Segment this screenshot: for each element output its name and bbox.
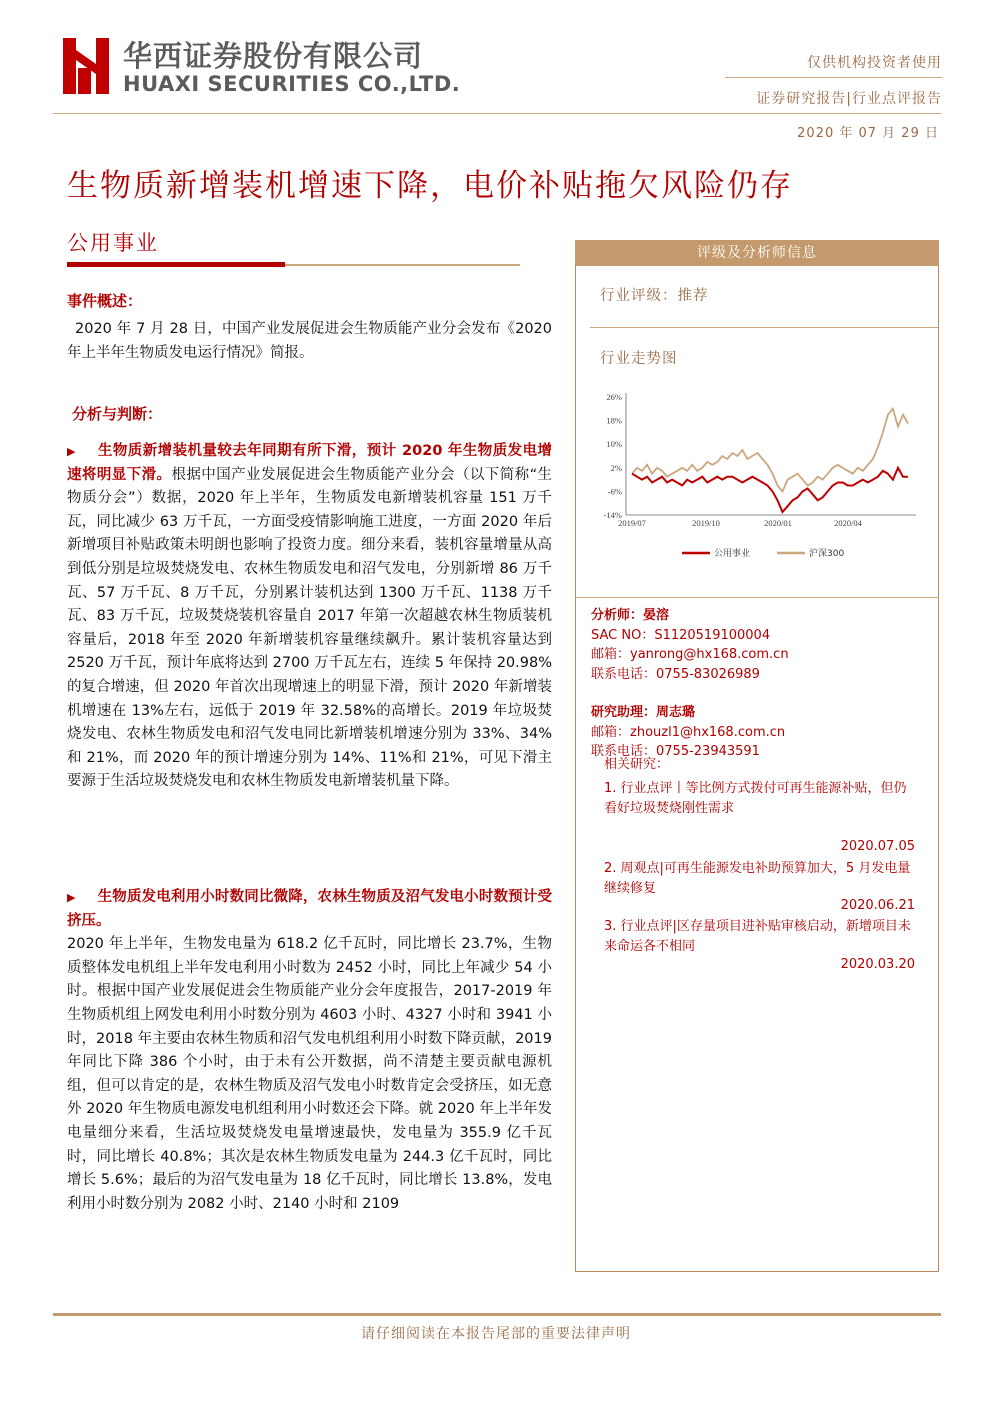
assistant-email: 邮箱：zhouzl1@hx168.com.cn xyxy=(591,724,786,740)
audience-note: 仅供机构投资者使用 xyxy=(807,55,942,71)
related-item-3[interactable]: 3. 行业点评|区存量项目进补贴审核启动，新增项目未来命运各不相同 xyxy=(604,919,911,954)
bullet-arrow-icon: ▶ xyxy=(67,891,76,904)
y-tick-label: 26% xyxy=(606,392,622,402)
x-tick-label: 2020/04 xyxy=(834,518,862,528)
title-underline-red xyxy=(67,262,285,267)
series-line-csi300 xyxy=(632,409,908,492)
analyst-email: 邮箱：yanrong@hx168.com.cn xyxy=(591,647,789,662)
x-tick-label: 2019/07 xyxy=(618,518,646,528)
sidebar-heading: 评级及分析师信息 xyxy=(575,240,939,266)
industry-trend-chart xyxy=(590,385,930,570)
header-rule xyxy=(53,113,941,114)
analyst-info xyxy=(591,606,789,684)
footer-rule xyxy=(53,1313,941,1316)
y-tick-label: 10% xyxy=(606,439,622,450)
y-tick-label: -14% xyxy=(603,510,622,520)
bullet-2-text: 2020 年上半年，生物发电量为 618.2 亿千瓦时，同比增长 23.7%，生物质整体发电机组上半年发电利用小时数为 2452 小时，同比上年减少 54 小时。根据中国产业发展促进会生物质能产业分会年度报告，2017-2019 年生物质机组上网发电利用小时数分别为 4603 小时、4327 小时和 3941 小时，2018 年主要由农林生物质和沼气发电机组利用小时数下降贡献，2019 年同比下降 386 个小时，由于未有公开数据，尚不清楚主要贡献电源机组，但可以肯定的是，农林生物质及沼气发电小时数肯定会受挤压，如无意外 2020 年生物质电源发电机组利用小时数还会下降。就 2020 年上半年发电量细分来看，生活垃圾焚烧发电量增速最快，发电量为 355.9 亿千瓦时，同比增长 40.8%；其次是农林生物质发电量为 244.3 亿千瓦时，同比增长 5.6%；最后的为沼气发电量为 18 亿千瓦时，同比增长 13.8%，发电利用小时数分别为 2082 小时、2140 小时和 2109 xyxy=(67,936,552,1212)
related-item-1[interactable]: 1. 行业点评丨等比例方式拨付可再生能源补贴，但仍看好垃圾焚烧刚性需求 xyxy=(604,781,907,816)
trend-chart-label: 行业走势图 xyxy=(600,351,678,367)
bullet-2-title: 生物质发电利用小时数同比微降，农林生物质及沼气发电小时数预计受挤压。 xyxy=(67,889,552,929)
bullet-1 xyxy=(67,440,552,794)
analyst-phone: 联系电话：0755-83026989 xyxy=(591,666,760,682)
event-heading: 事件概述： xyxy=(67,292,143,310)
sidebar-divider xyxy=(590,327,938,328)
analysis-heading: 分析与判断： xyxy=(72,405,163,423)
assistant-info xyxy=(591,703,785,762)
company-name-en: HUAXI SECURITIES CO.,LTD. xyxy=(123,72,461,96)
bullet-1-text: 根据中国产业发展促进会生物质能产业分会（以下简称“生物质分会”）数据，2020 年上半年，生物质发电新增装机容量 151 万千瓦，同比减少 63 万千瓦，一方面受疫情影响施工进度，一方面 2020 年后新增项目补贴政策未明朗也影响了投资力度。细分来看，装机容量增量从高到低分别是垃圾焚烧发电、农林生物质发电和沼气发电，分别新增 86 万千瓦、57 万千瓦、8 万千瓦，分别累计装机达到 1300 万千瓦、1138 万千瓦、83 万千瓦，垃圾焚烧装机容量自 2017 年第一次超越农林生物质装机容量后，2018 年至 2020 年新增装机容量继续飙升。累计装机容量达到 2520 万千瓦，预计年底将达到 2700 万千瓦左右，连续 5 年保持 20.98%的复合增速，但 2020 年首次出现增速上的明显下滑，预计 2020 年新增装机增速在 13%左右，远低于 2019 年 32.58%的高增长。2019 年垃圾焚烧发电、农林生物质发电和沼气发电同比新增装机增速分别为 33%、34%和 21%，而 2020 年的预计增速分别为 14%、11%和 21%，可见下滑主要源于生活垃圾焚烧发电和农林生物质发电新增装机量下降。 xyxy=(67,466,552,790)
bullet-2 xyxy=(67,886,552,1216)
assistant-name: 研究助理：周志璐 xyxy=(591,705,696,720)
y-tick-label: 18% xyxy=(606,415,622,426)
bullet-1-title: 生物质新增装机量较去年同期有所下滑，预计 2020 年生物质发电增速将明显下滑。 xyxy=(67,443,553,483)
report-title: 生物质新增装机增速下降，电价补贴拖欠风险仍存 xyxy=(67,168,793,204)
report-type: 证券研究报告|行业点评报告 xyxy=(756,91,942,107)
company-name-cn: 华西证券股份有限公司 xyxy=(123,39,424,73)
related-item-2[interactable]: 2. 周观点|可再生能源发电补助预算加大，5 月发电量继续修复 xyxy=(604,861,911,896)
huaxi-logo-icon xyxy=(63,38,109,94)
event-text: 2020 年 7 月 28 日，中国产业发展促进会生物质能产业分会发布《2020 年上半年生物质发电运行情况》简报。 xyxy=(67,321,552,361)
legend-label: 沪深300 xyxy=(809,549,845,559)
analyst-name: 分析师：晏溶 xyxy=(591,608,670,623)
related-heading: 相关研究： xyxy=(604,757,670,772)
industry-label: 公用事业 xyxy=(67,231,159,255)
related-date-3: 2020.03.20 xyxy=(840,957,915,972)
assistant-phone: 联系电话：0755-23943591 xyxy=(591,744,760,759)
legal-notice: 请仔细阅读在本报告尾部的重要法律声明 xyxy=(361,1326,631,1342)
report-date: 2020 年 07 月 29 日 xyxy=(797,126,939,141)
related-date-2: 2020.06.21 xyxy=(840,898,915,913)
series-line-utilities xyxy=(632,468,908,512)
related-date-1: 2020.07.05 xyxy=(840,839,915,854)
x-tick-label: 2019/10 xyxy=(692,518,720,528)
legend-label: 公用事业 xyxy=(714,549,751,559)
sidebar-divider xyxy=(575,597,939,598)
bullet-arrow-icon: ▶ xyxy=(67,445,76,458)
header-divider xyxy=(725,77,942,78)
y-tick-label: -6% xyxy=(607,486,622,497)
analyst-sac: SAC NO：S1120519100004 xyxy=(591,627,771,643)
title-underline-tan xyxy=(285,264,520,266)
y-tick-label: 2% xyxy=(610,462,622,473)
industry-rating: 行业评级：推荐 xyxy=(600,288,709,304)
x-tick-label: 2020/01 xyxy=(764,518,792,528)
